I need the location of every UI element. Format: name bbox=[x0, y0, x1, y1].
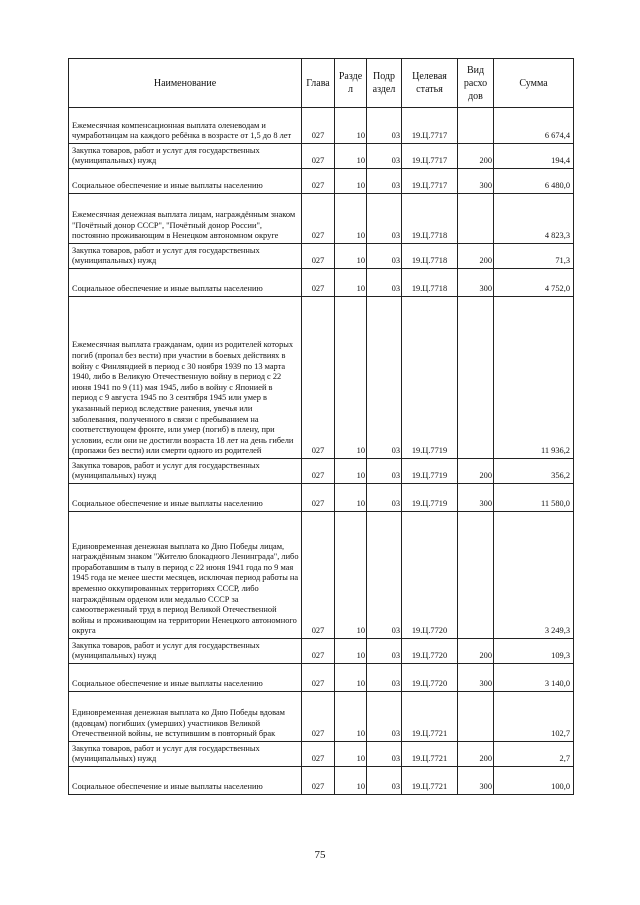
cell-podrazdel: 03 bbox=[367, 244, 402, 269]
page-number: 75 bbox=[314, 849, 326, 861]
cell-podrazdel: 03 bbox=[367, 664, 402, 692]
cell-name: Ежемесячная денежная выплата лицам, награждённым знаком "Почётный донор СССР", "Почётный донор России", постоянно проживающим в Ненецком автономном округе bbox=[69, 194, 302, 244]
cell-vid: 200 bbox=[458, 742, 494, 767]
cell-vid: 300 bbox=[458, 269, 494, 297]
cell-podrazdel: 03 bbox=[367, 144, 402, 169]
cell-name: Закупка товаров, работ и услуг для государственных (муниципальных) нужд bbox=[69, 244, 302, 269]
cell-summa: 356,2 bbox=[494, 459, 574, 484]
cell-podrazdel: 03 bbox=[367, 692, 402, 742]
cell-vid bbox=[458, 108, 494, 144]
cell-glava: 027 bbox=[302, 244, 335, 269]
cell-statya: 19.Ц.7720 bbox=[402, 664, 458, 692]
cell-razdel: 10 bbox=[335, 297, 367, 459]
cell-name: Закупка товаров, работ и услуг для государственных (муниципальных) нужд bbox=[69, 742, 302, 767]
cell-summa: 6 480,0 bbox=[494, 169, 574, 194]
table-row bbox=[69, 484, 574, 512]
cell-glava: 027 bbox=[302, 269, 335, 297]
cell-vid: 200 bbox=[458, 459, 494, 484]
cell-vid: 300 bbox=[458, 484, 494, 512]
cell-summa: 71,3 bbox=[494, 244, 574, 269]
table-row bbox=[69, 169, 574, 194]
cell-razdel: 10 bbox=[335, 484, 367, 512]
cell-podrazdel: 03 bbox=[367, 297, 402, 459]
cell-statya: 19.Ц.7717 bbox=[402, 108, 458, 144]
cell-summa: 3 140,0 bbox=[494, 664, 574, 692]
cell-glava: 027 bbox=[302, 459, 335, 484]
budget-table bbox=[68, 58, 574, 795]
cell-podrazdel: 03 bbox=[367, 459, 402, 484]
table-header-row bbox=[69, 59, 574, 108]
cell-podrazdel: 03 bbox=[367, 742, 402, 767]
cell-podrazdel: 03 bbox=[367, 512, 402, 639]
cell-vid: 300 bbox=[458, 169, 494, 194]
cell-razdel: 10 bbox=[335, 108, 367, 144]
table-row bbox=[69, 144, 574, 169]
cell-razdel: 10 bbox=[335, 244, 367, 269]
cell-summa: 6 674,4 bbox=[494, 108, 574, 144]
cell-name: Закупка товаров, работ и услуг для государственных (муниципальных) нужд bbox=[69, 639, 302, 664]
cell-statya: 19.Ц.7718 bbox=[402, 244, 458, 269]
cell-razdel: 10 bbox=[335, 459, 367, 484]
table-row bbox=[69, 269, 574, 297]
cell-name: Социальное обеспечение и иные выплаты населению bbox=[69, 484, 302, 512]
cell-razdel: 10 bbox=[335, 269, 367, 297]
cell-statya: 19.Ц.7721 bbox=[402, 692, 458, 742]
table-row bbox=[69, 459, 574, 484]
header-razdel: Разде л bbox=[335, 59, 367, 108]
cell-statya: 19.Ц.7718 bbox=[402, 269, 458, 297]
cell-podrazdel: 03 bbox=[367, 269, 402, 297]
cell-summa: 194,4 bbox=[494, 144, 574, 169]
cell-glava: 027 bbox=[302, 144, 335, 169]
table-body bbox=[69, 108, 574, 795]
table-row bbox=[69, 664, 574, 692]
cell-summa: 11 936,2 bbox=[494, 297, 574, 459]
cell-summa: 11 580,0 bbox=[494, 484, 574, 512]
cell-statya: 19.Ц.7719 bbox=[402, 484, 458, 512]
cell-razdel: 10 bbox=[335, 639, 367, 664]
cell-glava: 027 bbox=[302, 692, 335, 742]
table-row bbox=[69, 639, 574, 664]
cell-summa: 2,7 bbox=[494, 742, 574, 767]
cell-glava: 027 bbox=[302, 664, 335, 692]
cell-glava: 027 bbox=[302, 108, 335, 144]
header-statya: Целевая статья bbox=[402, 59, 458, 108]
cell-name: Закупка товаров, работ и услуг для государственных (муниципальных) нужд bbox=[69, 144, 302, 169]
header-glava: Глава bbox=[302, 59, 335, 108]
table-row bbox=[69, 742, 574, 767]
cell-name: Социальное обеспечение и иные выплаты населению bbox=[69, 664, 302, 692]
cell-statya: 19.Ц.7721 bbox=[402, 767, 458, 795]
cell-vid: 300 bbox=[458, 664, 494, 692]
table-row bbox=[69, 194, 574, 244]
cell-summa: 109,3 bbox=[494, 639, 574, 664]
cell-vid bbox=[458, 512, 494, 639]
cell-podrazdel: 03 bbox=[367, 169, 402, 194]
cell-glava: 027 bbox=[302, 169, 335, 194]
cell-vid bbox=[458, 692, 494, 742]
header-podrazdel: Подр аздел bbox=[367, 59, 402, 108]
header-vid: Вид расхо дов bbox=[458, 59, 494, 108]
cell-summa: 102,7 bbox=[494, 692, 574, 742]
cell-statya: 19.Ц.7718 bbox=[402, 194, 458, 244]
cell-glava: 027 bbox=[302, 484, 335, 512]
cell-summa: 100,0 bbox=[494, 767, 574, 795]
cell-name: Закупка товаров, работ и услуг для государственных (муниципальных) нужд bbox=[69, 459, 302, 484]
cell-name: Единовременная денежная выплата ко Дню Победы вдовам (вдовцам) погибших (умерших) участников Великой Отечественной войны, не вступившим в повторный брак bbox=[69, 692, 302, 742]
cell-glava: 027 bbox=[302, 194, 335, 244]
cell-name: Социальное обеспечение и иные выплаты населению bbox=[69, 269, 302, 297]
cell-summa: 4 752,0 bbox=[494, 269, 574, 297]
cell-glava: 027 bbox=[302, 512, 335, 639]
table-row bbox=[69, 108, 574, 144]
cell-podrazdel: 03 bbox=[367, 194, 402, 244]
cell-razdel: 10 bbox=[335, 742, 367, 767]
table-row bbox=[69, 512, 574, 639]
cell-statya: 19.Ц.7719 bbox=[402, 297, 458, 459]
table-row bbox=[69, 692, 574, 742]
cell-razdel: 10 bbox=[335, 767, 367, 795]
cell-statya: 19.Ц.7719 bbox=[402, 459, 458, 484]
header-name: Наименование bbox=[69, 59, 302, 108]
cell-podrazdel: 03 bbox=[367, 639, 402, 664]
cell-razdel: 10 bbox=[335, 692, 367, 742]
cell-razdel: 10 bbox=[335, 169, 367, 194]
cell-podrazdel: 03 bbox=[367, 108, 402, 144]
cell-statya: 19.Ц.7717 bbox=[402, 169, 458, 194]
cell-name: Единовременная денежная выплата ко Дню Победы лицам, награждённым знаком "Жителю блокадного Ленинграда", либо проработавшим в тылу в период с 22 июня 1941 года по 9 мая 1945 года не менее шести месяцев, исключая период работы на временно оккупированных территориях СССР, либо награждённым орденом или медалью СССР за самоотверженный труд в период Великой Отечественной войны и проживающим на территории Ненецкого автономного округа bbox=[69, 512, 302, 639]
cell-glava: 027 bbox=[302, 297, 335, 459]
cell-summa: 4 823,3 bbox=[494, 194, 574, 244]
cell-name: Социальное обеспечение и иные выплаты населению bbox=[69, 767, 302, 795]
cell-podrazdel: 03 bbox=[367, 484, 402, 512]
cell-vid: 200 bbox=[458, 144, 494, 169]
cell-razdel: 10 bbox=[335, 512, 367, 639]
cell-vid bbox=[458, 297, 494, 459]
cell-vid: 200 bbox=[458, 639, 494, 664]
cell-statya: 19.Ц.7721 bbox=[402, 742, 458, 767]
table-row bbox=[69, 767, 574, 795]
cell-name: Ежемесячная компенсационная выплата оленеводам и чумработницам на каждого ребёнка в возрасте от 1,5 до 8 лет bbox=[69, 108, 302, 144]
cell-razdel: 10 bbox=[335, 144, 367, 169]
header-summa: Сумма bbox=[494, 59, 574, 108]
cell-name: Социальное обеспечение и иные выплаты населению bbox=[69, 169, 302, 194]
cell-statya: 19.Ц.7720 bbox=[402, 639, 458, 664]
cell-summa: 3 249,3 bbox=[494, 512, 574, 639]
cell-statya: 19.Ц.7720 bbox=[402, 512, 458, 639]
table-row bbox=[69, 244, 574, 269]
cell-razdel: 10 bbox=[335, 664, 367, 692]
cell-vid: 300 bbox=[458, 767, 494, 795]
cell-glava: 027 bbox=[302, 767, 335, 795]
cell-name: Ежемесячная выплата гражданам, один из родителей которых погиб (пропал без вести) при участии в боевых действиях в войну с Финляндией в период с 30 ноября 1939 по 13 марта 1940, либо в Великую Отечественную войну в период с 22 июня 1941 по 9 (11) мая 1945, либо в войну с Японией в период с 9 августа 1945 по 3 сентября 1945 или умер в указанный период вследствие ранения, увечья или заболевания, полученного в связи с пребыванием на соответствующем фронте, или умер (погиб) в плену, при условии, если они не достигли возраста 18 лет на день гибели (пропажи без вести) или смерти одного из родителей bbox=[69, 297, 302, 459]
cell-vid bbox=[458, 194, 494, 244]
cell-vid: 200 bbox=[458, 244, 494, 269]
cell-razdel: 10 bbox=[335, 194, 367, 244]
cell-statya: 19.Ц.7717 bbox=[402, 144, 458, 169]
cell-podrazdel: 03 bbox=[367, 767, 402, 795]
cell-glava: 027 bbox=[302, 639, 335, 664]
table-row bbox=[69, 297, 574, 459]
cell-glava: 027 bbox=[302, 742, 335, 767]
